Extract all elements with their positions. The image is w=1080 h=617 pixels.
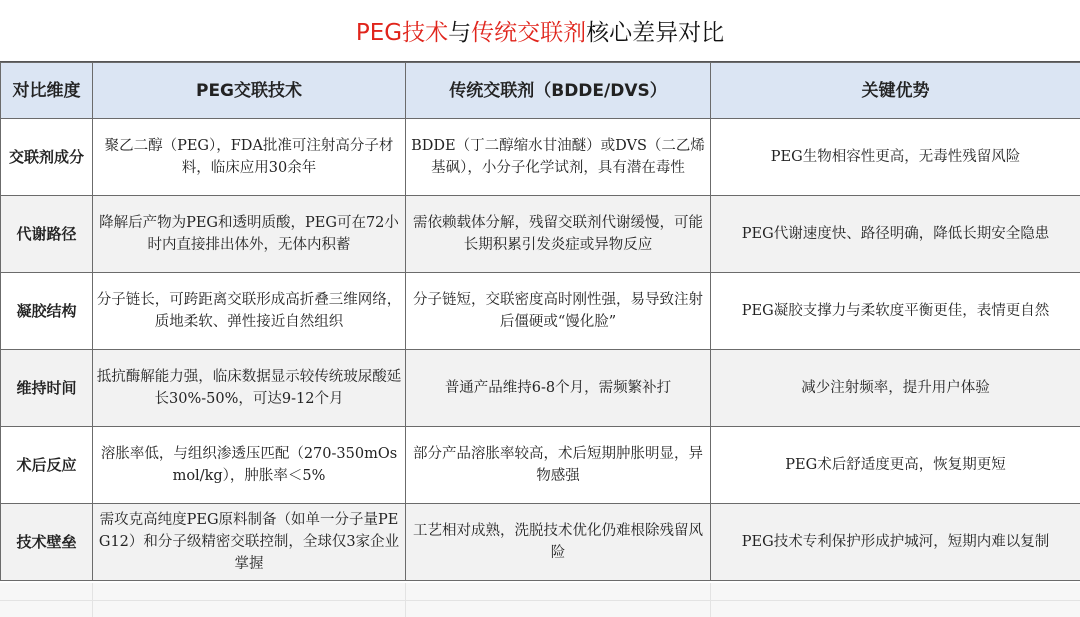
row-peg: 溶胀率低，与组织渗透压匹配（270-350mOsmol/kg），肿胀率＜5% xyxy=(93,427,406,504)
row-peg: 聚乙二醇（PEG），FDA批准可注射高分子材料，临床应用30余年 xyxy=(93,119,406,196)
row-peg: 降解后产物为PEG和透明质酸，PEG可在72小时内直接排出体外，无体内积蓄 xyxy=(93,196,406,273)
row-traditional: BDDE（丁二醇缩水甘油醚）或DVS（二乙烯基砜），小分子化学试剂，具有潜在毒性 xyxy=(406,119,711,196)
grid-line xyxy=(710,583,711,617)
row-traditional: 部分产品溶胀率较高，术后短期肿胀明显，异物感强 xyxy=(406,427,711,504)
row-traditional: 需依赖载体分解，残留交联剂代谢缓慢，可能长期积累引发炎症或异物反应 xyxy=(406,196,711,273)
row-advantage: PEG凝胶支撑力与柔软度平衡更佳，表情更自然 xyxy=(711,273,1080,350)
row-dimension: 技术壁垒 xyxy=(1,504,93,581)
header-row xyxy=(1,63,1080,119)
row-peg: 抵抗酶解能力强，临床数据显示较传统玻尿酸延长30%-50%，可达9-12个月 xyxy=(93,350,406,427)
comparison-table xyxy=(0,62,1080,581)
grid-line xyxy=(405,583,406,617)
table-row xyxy=(1,427,1080,504)
row-peg: 分子链长，可跨距离交联形成高折叠三维网络，质地柔软、弹性接近自然组织 xyxy=(93,273,406,350)
table-row xyxy=(1,119,1080,196)
row-advantage: PEG技术专利保护形成护城河，短期内难以复制 xyxy=(711,504,1080,581)
row-advantage: PEG生物相容性更高，无毒性残留风险 xyxy=(711,119,1080,196)
header-advantage: 关键优势 xyxy=(711,63,1080,119)
row-dimension: 代谢路径 xyxy=(1,196,93,273)
row-traditional: 工艺相对成熟，洗脱技术优化仍难根除残留风险 xyxy=(406,504,711,581)
title-and: 与 xyxy=(448,20,472,46)
empty-grid-area xyxy=(0,583,1080,617)
header-dimension: 对比维度 xyxy=(1,63,93,119)
table-row xyxy=(1,350,1080,427)
row-traditional: 分子链短，交联密度高时刚性强，易导致注射后僵硬或“馒化脸” xyxy=(406,273,711,350)
table-row xyxy=(1,273,1080,350)
grid-line xyxy=(0,600,1080,601)
row-dimension: 维持时间 xyxy=(1,350,93,427)
row-dimension: 交联剂成分 xyxy=(1,119,93,196)
row-dimension: 术后反应 xyxy=(1,427,93,504)
header-traditional: 传统交联剂（BDDE/DVS） xyxy=(406,63,711,119)
table-row xyxy=(1,504,1080,581)
row-advantage: PEG术后舒适度更高，恢复期更短 xyxy=(711,427,1080,504)
row-dimension: 凝胶结构 xyxy=(1,273,93,350)
row-peg: 需攻克高纯度PEG原料制备（如单一分子量PEG12）和分子级精密交联控制，全球仅3家企业掌握 xyxy=(93,504,406,581)
title-rest: 核心差异对比 xyxy=(586,20,725,46)
page-title xyxy=(0,0,1080,63)
row-traditional: 普通产品维持6-8个月，需频繁补打 xyxy=(406,350,711,427)
title-traditional: 传统交联剂 xyxy=(471,20,587,46)
header-peg: PEG交联技术 xyxy=(93,63,406,119)
row-advantage: 减少注射频率，提升用户体验 xyxy=(711,350,1080,427)
row-advantage: PEG代谢速度快、路径明确，降低长期安全隐患 xyxy=(711,196,1080,273)
grid-line xyxy=(92,583,93,617)
title-peg: PEG技术 xyxy=(355,20,449,46)
table-row xyxy=(1,196,1080,273)
